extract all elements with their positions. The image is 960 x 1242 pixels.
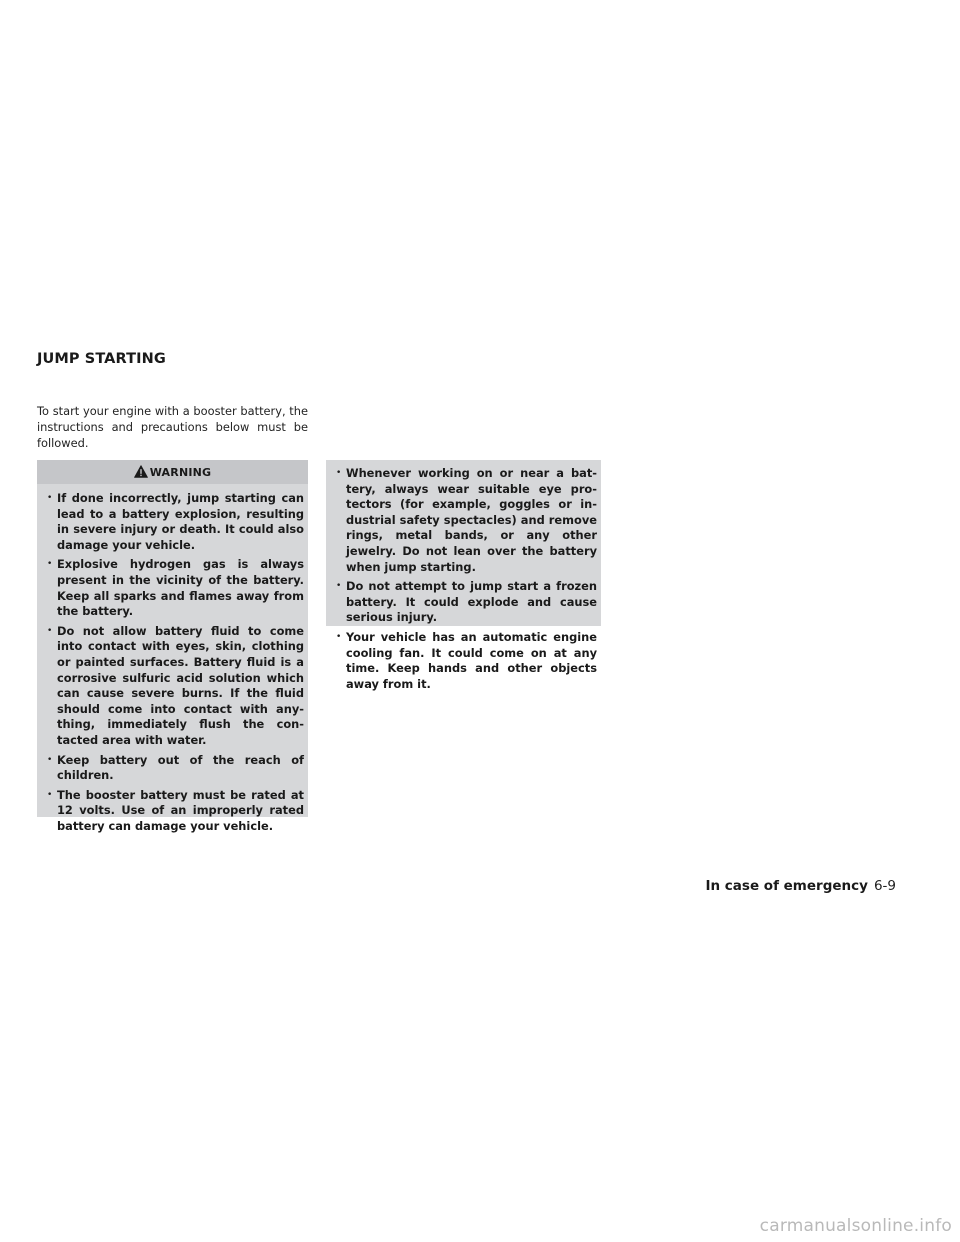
warning-box bbox=[37, 460, 308, 833]
watermark: carmanualsonline.info bbox=[759, 1216, 952, 1236]
warning-item: • Whenever working on or near a bat-tery, always wear suitable eye pro-tectors (for example, goggles or in-dustrial safety spectacles) and remove rings, metal bands, or any other jewelry. Do not lean over the battery when jump starting. bbox=[336, 466, 597, 575]
warning-item: • Do not attempt to jump start a frozen battery. It could explode and cause serious injury. bbox=[336, 579, 597, 626]
warning-list-left bbox=[37, 484, 308, 834]
warning-triangle-icon bbox=[134, 465, 148, 478]
chapter-title: In case of emergency bbox=[705, 878, 868, 894]
page-number: 6-9 bbox=[873, 878, 896, 894]
warning-item: • Explosive hydrogen gas is always present in the vicinity of the battery. Keep all sparks and flames away from the battery. bbox=[47, 557, 304, 619]
page-footer bbox=[705, 878, 896, 894]
warning-box-continued bbox=[326, 460, 601, 691]
warning-item: • Keep battery out of the reach of children. bbox=[47, 753, 304, 784]
warning-item: • If done incorrectly, jump starting can lead to a battery explosion, resulting in severe injury or death. It could also damage your vehicle. bbox=[47, 491, 304, 553]
warning-item: • Your vehicle has an automatic engine cooling fan. It could come on at any time. Keep hands and other objects away from it. bbox=[336, 630, 597, 692]
warning-item: • The booster battery must be rated at 12 volts. Use of an improperly rated battery can damage your vehicle. bbox=[47, 788, 304, 835]
warning-list-right bbox=[326, 460, 601, 692]
warning-header bbox=[37, 460, 308, 484]
intro-paragraph: To start your engine with a booster battery, the instructions and precautions below must be followed. bbox=[37, 404, 308, 451]
warning-label: WARNING bbox=[149, 465, 212, 479]
warning-item: • Do not allow battery fluid to come into contact with eyes, skin, clothing or painted surfaces. Battery fluid is a corrosive sulfuric acid solution which can cause severe burns. If the fluid should come into contact with any-thing, immediately flush the con-tacted area with water. bbox=[47, 624, 304, 749]
section-title: JUMP STARTING bbox=[37, 351, 166, 367]
